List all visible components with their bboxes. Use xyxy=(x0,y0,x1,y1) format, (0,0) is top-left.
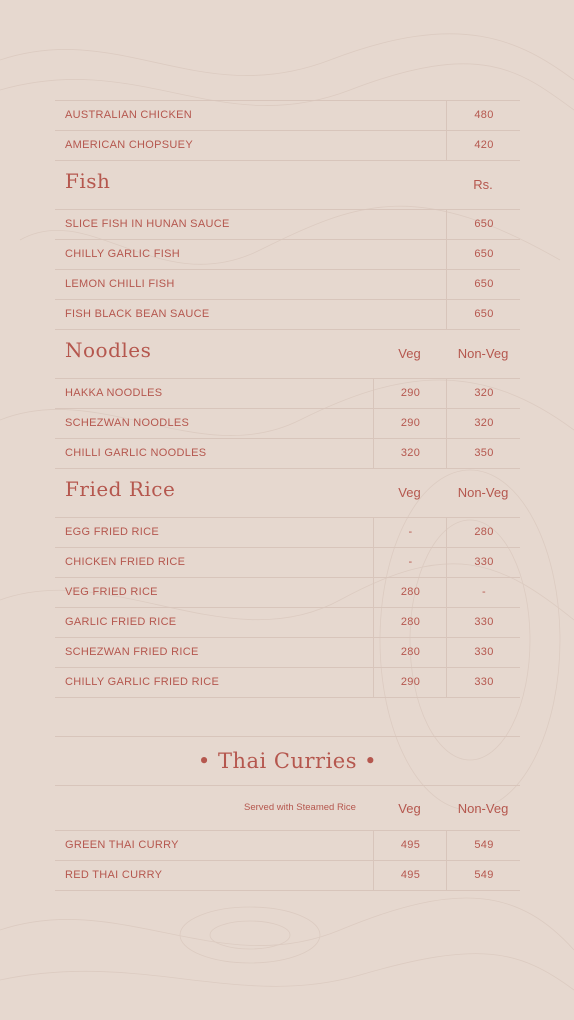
veg-price: 495 xyxy=(373,861,447,890)
item-name: AUSTRALIAN CHICKEN xyxy=(65,109,193,121)
item-price: 480 xyxy=(446,101,521,130)
menu-item-row xyxy=(55,100,520,130)
menu-item-row xyxy=(55,438,520,468)
menu-item-row xyxy=(55,860,520,891)
menu-item-row xyxy=(55,637,520,667)
nonveg-price: 330 xyxy=(446,548,521,577)
menu-card xyxy=(55,100,520,698)
nonveg-price: - xyxy=(446,578,521,607)
price-column-header: Rs. xyxy=(473,177,493,192)
menu-item-row xyxy=(55,378,520,408)
item-name: CHILLI GARLIC NOODLES xyxy=(65,447,207,459)
item-name: AMERICAN CHOPSUEY xyxy=(65,139,193,151)
item-name: HAKKA NOODLES xyxy=(65,387,163,399)
item-price: 650 xyxy=(446,240,521,269)
item-name: CHICKEN FRIED RICE xyxy=(65,556,186,568)
item-name: CHILLY GARLIC FRIED RICE xyxy=(65,676,220,688)
nonveg-price: 320 xyxy=(446,379,521,408)
menu-item-row xyxy=(55,130,520,160)
veg-price: - xyxy=(373,518,447,547)
menu-item-row xyxy=(55,577,520,607)
item-name: SCHEZWAN NOODLES xyxy=(65,417,190,429)
menu-item-row xyxy=(55,239,520,269)
veg-price: - xyxy=(373,548,447,577)
nonveg-price: 549 xyxy=(446,861,521,890)
nonveg-price: 549 xyxy=(446,831,521,860)
veg-price: 290 xyxy=(373,409,447,438)
veg-price: 290 xyxy=(373,668,447,697)
nonveg-column-header: Non-Veg xyxy=(457,346,509,361)
veg-price: 320 xyxy=(373,439,447,468)
item-name: SCHEZWAN FRIED RICE xyxy=(65,646,199,658)
section-title: Fried Rice xyxy=(65,477,176,501)
veg-price: 280 xyxy=(373,638,447,667)
section-header-thai xyxy=(55,785,520,830)
item-price: 650 xyxy=(446,210,521,239)
menu-item-row xyxy=(55,269,520,299)
section-header-noodles xyxy=(55,329,520,378)
item-name: CHILLY GARLIC FISH xyxy=(65,248,181,260)
section-title: Noodles xyxy=(65,338,152,362)
item-name: FISH BLACK BEAN SAUCE xyxy=(65,308,210,320)
menu-item-row xyxy=(55,517,520,547)
menu-item-row xyxy=(55,830,520,860)
veg-price: 280 xyxy=(373,608,447,637)
menu-item-row xyxy=(55,209,520,239)
nonveg-price: 320 xyxy=(446,409,521,438)
nonveg-price: 280 xyxy=(446,518,521,547)
veg-column-header: Veg xyxy=(398,346,421,361)
item-name: GREEN THAI CURRY xyxy=(65,839,179,851)
nonveg-price: 330 xyxy=(446,608,521,637)
veg-price: 495 xyxy=(373,831,447,860)
menu-item-row xyxy=(55,607,520,637)
menu-item-row xyxy=(55,547,520,577)
veg-price: 290 xyxy=(373,379,447,408)
menu-item-row xyxy=(55,299,520,329)
item-name: RED THAI CURRY xyxy=(65,869,163,881)
menu-item-row xyxy=(55,667,520,698)
menu-item-row xyxy=(55,408,520,438)
veg-column-header: Veg xyxy=(398,485,421,500)
section-header-fried-rice xyxy=(55,468,520,517)
nonveg-column-header: Non-Veg xyxy=(457,485,509,500)
section-header-fish xyxy=(55,160,520,209)
item-price: 420 xyxy=(446,131,521,160)
nonveg-price: 350 xyxy=(446,439,521,468)
item-name: GARLIC FRIED RICE xyxy=(65,616,177,628)
nonveg-price: 330 xyxy=(446,638,521,667)
item-price: 650 xyxy=(446,300,521,329)
served-with-note: Served with Steamed Rice xyxy=(244,802,356,813)
item-name: EGG FRIED RICE xyxy=(65,526,160,538)
item-name: LEMON CHILLI FISH xyxy=(65,278,175,290)
thai-curries-section xyxy=(55,785,520,891)
item-name: VEG FRIED RICE xyxy=(65,586,158,598)
item-name: SLICE FISH IN HUNAN SAUCE xyxy=(65,218,230,230)
thai-curries-title: • Thai Curries • xyxy=(55,736,520,786)
nonveg-price: 330 xyxy=(446,668,521,697)
veg-price: 280 xyxy=(373,578,447,607)
item-price: 650 xyxy=(446,270,521,299)
veg-column-header: Veg xyxy=(398,801,421,816)
nonveg-column-header: Non-Veg xyxy=(457,801,509,816)
section-title: Fish xyxy=(65,169,111,193)
